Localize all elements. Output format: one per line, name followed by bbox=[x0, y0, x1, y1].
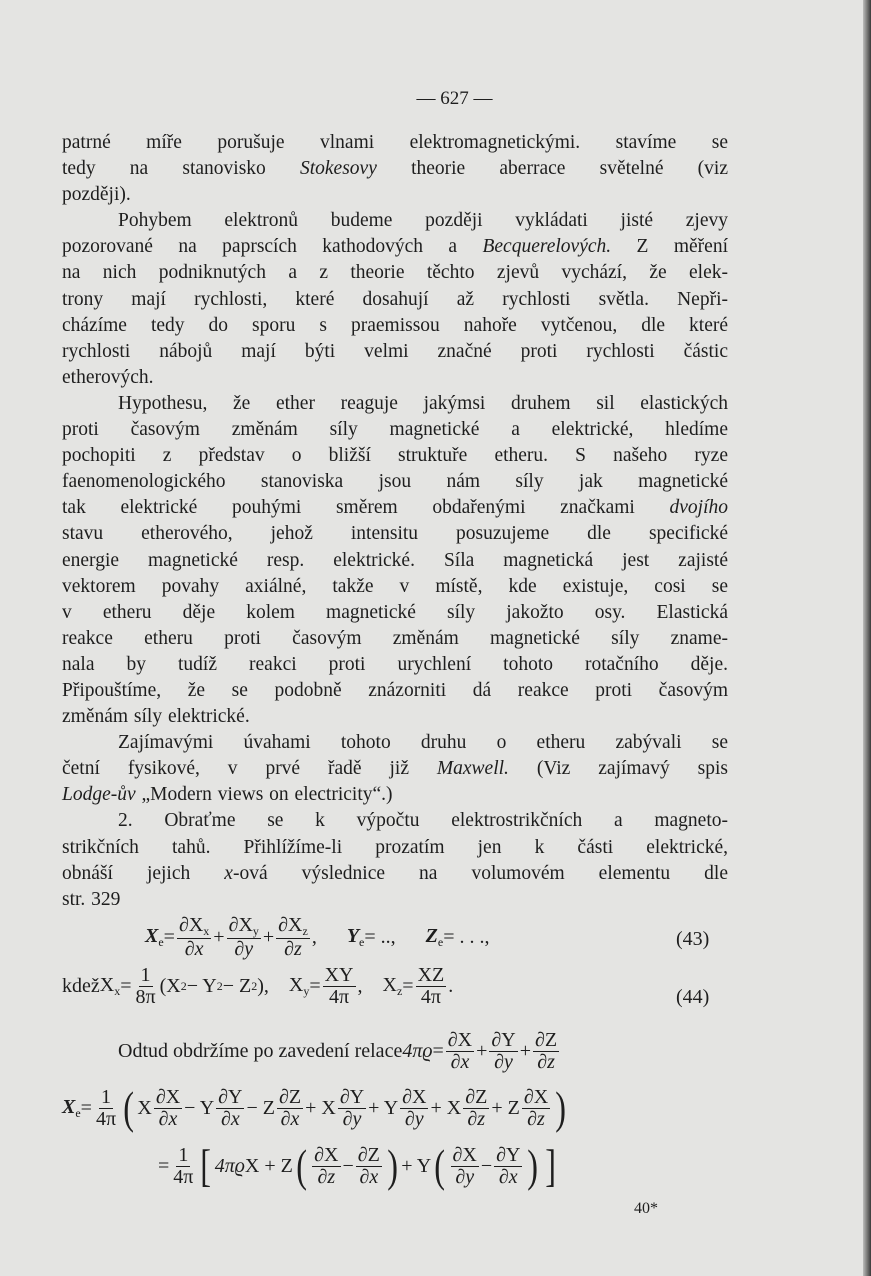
superscript: 2 bbox=[180, 979, 187, 993]
math-text: . bbox=[448, 975, 454, 997]
text-line bbox=[62, 495, 728, 521]
fraction bbox=[171, 1145, 195, 1188]
text-line bbox=[62, 730, 728, 756]
page-edge-shadow bbox=[863, 0, 871, 1276]
math-symbol: ∂y bbox=[404, 1107, 424, 1130]
math-text: − bbox=[342, 1154, 354, 1177]
denominator bbox=[157, 1109, 180, 1130]
math-text: ∂X bbox=[155, 1085, 181, 1108]
math-text: XZ bbox=[417, 964, 445, 986]
italic-name: Lodge-ův bbox=[62, 784, 136, 806]
fraction bbox=[277, 1087, 303, 1130]
numerator bbox=[177, 915, 211, 939]
numerator bbox=[312, 1145, 340, 1167]
fraction bbox=[451, 1145, 479, 1188]
math-text: ), bbox=[257, 975, 269, 997]
denominator bbox=[219, 1109, 242, 1130]
text-segment: v etheru děje kolem magnetické síly jakožto osy. Elastická bbox=[62, 601, 728, 623]
math-term bbox=[537, 1051, 555, 1073]
math-term bbox=[145, 925, 164, 950]
math-text: XY bbox=[324, 964, 354, 986]
math-symbol: ∂z bbox=[467, 1107, 486, 1130]
text-segment: str. 329 bbox=[62, 888, 121, 910]
text-line bbox=[62, 574, 728, 600]
math-symbol: ∂x bbox=[280, 1107, 300, 1130]
text-line bbox=[62, 443, 728, 469]
math-term bbox=[318, 1166, 336, 1188]
math-term bbox=[347, 925, 365, 950]
math-term bbox=[343, 1108, 362, 1130]
math-text: 4π bbox=[420, 986, 441, 1008]
math-text: 1 bbox=[178, 1143, 189, 1166]
text-line bbox=[62, 600, 728, 626]
math-text: + bbox=[262, 925, 275, 948]
math-term bbox=[494, 1051, 513, 1073]
text-segment: pozorované na paprscích kathodových a bbox=[62, 236, 483, 258]
math-symbol: 4πϱ bbox=[402, 1040, 433, 1062]
fraction bbox=[323, 965, 356, 1008]
math-text: 4π bbox=[173, 1165, 194, 1188]
text-line bbox=[62, 208, 728, 234]
math-text: − Y bbox=[186, 975, 217, 997]
italic-name: Maxwell. bbox=[436, 758, 509, 780]
fraction bbox=[489, 1030, 517, 1073]
body-text bbox=[62, 130, 728, 913]
text-segment: nala by tudíž reakci proti urychlení tohoto rotačního děje. bbox=[62, 653, 728, 675]
math-symbol: ∂y bbox=[234, 937, 254, 960]
math-text: + X bbox=[305, 1096, 336, 1119]
math-term bbox=[289, 974, 309, 999]
math-text: − Y bbox=[184, 1096, 215, 1119]
math-symbol: X bbox=[145, 924, 159, 947]
text-segment: Hypothesu, že ether reaguje jakýmsi druhem sil elastických bbox=[118, 392, 728, 414]
math-term bbox=[159, 1108, 178, 1130]
math-symbol: 4πϱ bbox=[214, 1154, 245, 1177]
math-text: ∂X bbox=[452, 1143, 477, 1166]
equation-number-44: (44) bbox=[676, 986, 710, 1008]
math-text: + bbox=[213, 925, 225, 948]
math-symbol: X bbox=[62, 1095, 76, 1118]
math-symbol: ∂x bbox=[158, 1107, 178, 1130]
text-segment: cházíme tedy do sporu s praemissou nahoře vytčenou, dle které bbox=[62, 314, 728, 336]
text-segment: etherových. bbox=[62, 366, 154, 388]
math-text: X + Z bbox=[244, 1154, 293, 1177]
text-line bbox=[62, 234, 728, 260]
numerator bbox=[522, 1087, 550, 1109]
math-term bbox=[179, 914, 209, 936]
denominator bbox=[453, 1167, 476, 1188]
math-text: = . . ., bbox=[443, 925, 490, 948]
fraction bbox=[216, 1087, 244, 1130]
bracket: ( bbox=[296, 1140, 307, 1191]
text-segment: patrné míře porušuje vlnami elektromagnetickými. stavíme se bbox=[62, 132, 728, 153]
bracket: ( bbox=[123, 1082, 135, 1133]
denominator bbox=[171, 1167, 195, 1188]
numerator bbox=[451, 1145, 479, 1167]
italic-name: Stokesovy bbox=[299, 158, 377, 180]
text-segment: na nich podniknutých a z theorie těchto zjevů vychází, že elek- bbox=[62, 262, 728, 284]
math-symbol: ∂z bbox=[284, 937, 302, 960]
fraction bbox=[94, 1087, 118, 1130]
fraction bbox=[400, 1087, 428, 1130]
fraction bbox=[463, 1087, 489, 1130]
math-symbol: ∂z bbox=[527, 1107, 545, 1130]
superscript: 2 bbox=[216, 979, 223, 993]
math-symbol: ∂x bbox=[220, 1107, 240, 1130]
numerator bbox=[416, 965, 447, 987]
text-segment: energie magnetické resp. elektrické. Síla magnetická jest zajisté bbox=[62, 549, 728, 571]
subscript: y bbox=[303, 984, 310, 998]
text-line bbox=[62, 782, 728, 808]
math-text: ∂Y bbox=[491, 1029, 516, 1051]
math-text: ∂Y bbox=[218, 1085, 243, 1108]
math-text: = bbox=[402, 975, 414, 997]
math-text: ∂Z bbox=[465, 1085, 488, 1108]
text-line bbox=[62, 808, 728, 834]
numerator bbox=[494, 1145, 522, 1167]
text-line bbox=[62, 861, 728, 887]
bracket: ] bbox=[545, 1140, 556, 1191]
equation-relation bbox=[118, 1030, 561, 1073]
text-segment: změnám síly elektrické. bbox=[62, 706, 250, 728]
math-text: ∂Z bbox=[535, 1029, 558, 1051]
fraction bbox=[312, 1145, 340, 1188]
math-term bbox=[221, 1108, 240, 1130]
text-line bbox=[62, 652, 728, 678]
math-symbol: Z bbox=[425, 924, 438, 947]
math-term bbox=[383, 974, 403, 999]
text-segment: proti časovým změnám síly magnetické a elektrické, hledíme bbox=[62, 419, 728, 441]
subscript: e bbox=[359, 934, 365, 949]
text-segment: četní fysikové, v prvé řadě již bbox=[62, 758, 437, 780]
math-text: + bbox=[519, 1040, 531, 1062]
math-symbol: Y bbox=[346, 924, 360, 947]
text-line bbox=[62, 469, 728, 495]
fraction bbox=[154, 1087, 182, 1130]
text-segment: stavu etherového, jehož intensitu posuzujeme dle specifické bbox=[62, 523, 728, 545]
numerator bbox=[463, 1087, 489, 1109]
math-term bbox=[527, 1108, 545, 1130]
math-symbol: ∂x bbox=[450, 1051, 470, 1073]
math-text: + Z bbox=[491, 1096, 520, 1119]
numerator bbox=[176, 1145, 190, 1167]
numerator bbox=[277, 1087, 303, 1109]
text-line bbox=[62, 339, 728, 365]
fraction bbox=[356, 1145, 382, 1188]
math-symbol: X bbox=[382, 974, 397, 996]
text-segment: -ová výslednice na volumovém elementu dle bbox=[232, 862, 728, 884]
math-text: = bbox=[120, 975, 132, 997]
math-symbol: ∂z bbox=[537, 1051, 555, 1073]
math-text: + Y bbox=[368, 1096, 399, 1119]
math-text: ∂Z bbox=[357, 1143, 380, 1166]
text-segment: reakce etheru proti časovým změnám magnetické síly zname- bbox=[62, 627, 728, 649]
text-segment: později). bbox=[62, 184, 131, 206]
denominator bbox=[403, 1109, 426, 1130]
equation-number-43: (43) bbox=[676, 928, 710, 950]
equation-xe-expansion bbox=[62, 1082, 569, 1133]
text-line bbox=[62, 887, 728, 913]
text-segment: „Modern views on electricity“.) bbox=[135, 784, 393, 806]
subscript: x bbox=[203, 924, 210, 938]
numerator bbox=[154, 1087, 182, 1109]
text-segment: 2. Obraťme se k výpočtu elektrostrikčních a magneto- bbox=[118, 810, 728, 832]
equation-43 bbox=[145, 915, 489, 960]
signature-mark: 40* bbox=[634, 1200, 658, 1217]
page-number: — 627 — bbox=[416, 88, 493, 109]
text-segment: tak elektrické pouhými směrem obdařenými značkami bbox=[62, 497, 670, 519]
text-line bbox=[62, 756, 728, 782]
math-text: − Z bbox=[246, 1096, 275, 1119]
text-line bbox=[62, 835, 728, 861]
text-line bbox=[62, 156, 728, 182]
math-symbol: ∂X bbox=[228, 914, 253, 936]
text-segment: trony mají rychlosti, které dosahují až rychlosti světla. Nepři- bbox=[62, 288, 728, 310]
math-term bbox=[234, 938, 253, 960]
numerator bbox=[356, 1145, 382, 1167]
math-term bbox=[229, 914, 259, 936]
text-segment: Z měření bbox=[611, 236, 728, 258]
fraction bbox=[494, 1145, 522, 1188]
text-segment: pochopiti z představ o bližší struktuře etheru. S našeho ryze bbox=[62, 445, 728, 467]
numerator bbox=[323, 965, 356, 987]
math-text: + X bbox=[430, 1096, 462, 1119]
text-segment: tedy na stanovisko bbox=[62, 158, 300, 180]
text-line bbox=[62, 260, 728, 286]
math-symbol: ∂x bbox=[498, 1165, 518, 1188]
math-term bbox=[185, 938, 204, 960]
numerator bbox=[139, 965, 153, 987]
equation-xe-result bbox=[158, 1140, 559, 1191]
text-line bbox=[62, 521, 728, 547]
text-segment: obnáší jejich bbox=[62, 862, 225, 884]
subscript: z bbox=[396, 984, 403, 998]
denominator bbox=[279, 1109, 302, 1130]
math-symbol: ∂X bbox=[278, 914, 303, 936]
math-symbol: ∂y bbox=[342, 1107, 362, 1130]
text-segment: (Viz zajímavý spis bbox=[508, 758, 728, 780]
subscript: x bbox=[114, 984, 121, 998]
denominator bbox=[341, 1109, 364, 1130]
math-text: ∂X bbox=[447, 1029, 473, 1051]
fraction bbox=[446, 1030, 474, 1073]
math-text: = bbox=[309, 975, 321, 997]
numerator bbox=[227, 915, 261, 939]
text-segment: vektorem povahy axiálné, takže v místě, kde existuje, cosi se bbox=[62, 575, 728, 597]
numerator bbox=[400, 1087, 428, 1109]
text-segment: rychlosti nábojů mají býti velmi značné proti rychlosti částic bbox=[62, 340, 728, 362]
numerator bbox=[276, 915, 310, 939]
italic-name: dvojího bbox=[669, 497, 728, 519]
text-segment: Připouštíme, že se podobně znázorniti dá reakce proti časovým bbox=[62, 679, 728, 701]
numerator bbox=[489, 1030, 517, 1052]
math-text: = bbox=[432, 1040, 444, 1062]
math-term bbox=[405, 1108, 424, 1130]
math-symbol: ∂z bbox=[317, 1165, 336, 1188]
math-text: (X bbox=[159, 975, 181, 997]
denominator bbox=[492, 1052, 515, 1073]
math-term bbox=[467, 1108, 485, 1130]
math-text: + Y bbox=[401, 1154, 432, 1177]
math-text: ∂X bbox=[402, 1085, 427, 1108]
math-symbol: ∂y bbox=[455, 1165, 475, 1188]
denominator bbox=[419, 987, 443, 1008]
math-term bbox=[100, 974, 120, 999]
math-symbol: ∂y bbox=[494, 1051, 513, 1073]
math-term bbox=[215, 1155, 245, 1178]
denominator bbox=[94, 1109, 118, 1130]
math-text: − Z bbox=[222, 975, 252, 997]
math-text: kdež bbox=[62, 975, 100, 997]
denominator bbox=[449, 1052, 472, 1073]
subscript: z bbox=[302, 924, 308, 938]
math-term bbox=[426, 925, 444, 950]
denominator bbox=[327, 987, 351, 1008]
math-text: ∂Z bbox=[278, 1085, 302, 1108]
math-symbol: ∂x bbox=[359, 1165, 379, 1188]
denominator bbox=[357, 1167, 380, 1188]
text-line bbox=[62, 704, 728, 730]
text-line bbox=[62, 182, 728, 208]
math-text: = bbox=[163, 925, 175, 948]
numerator bbox=[446, 1030, 474, 1052]
denominator bbox=[525, 1109, 547, 1130]
denominator bbox=[282, 939, 304, 960]
fraction bbox=[276, 915, 310, 960]
text-segment: Zajímavými úvahami tohoto druhu o etheru zabývali se bbox=[118, 732, 728, 754]
math-text: 1 bbox=[140, 964, 151, 986]
italic-name: x bbox=[224, 862, 233, 884]
denominator bbox=[134, 987, 158, 1008]
bracket: ) bbox=[555, 1082, 567, 1133]
math-text: ∂X bbox=[523, 1085, 549, 1108]
fraction bbox=[227, 915, 261, 960]
math-symbol: X bbox=[99, 974, 115, 996]
denominator bbox=[183, 939, 206, 960]
math-text: 4π bbox=[95, 1107, 117, 1130]
text-segment: strikčních tahů. Přihlížíme-li prozatím jen k části elektrické, bbox=[62, 836, 728, 858]
math-term bbox=[455, 1166, 474, 1188]
math-text: 4π bbox=[329, 986, 350, 1008]
fraction bbox=[416, 965, 447, 1008]
numerator bbox=[99, 1087, 113, 1109]
math-text: − bbox=[480, 1154, 493, 1177]
text-line bbox=[62, 365, 728, 391]
text-segment: faenomenologického stanoviska jsou nám síly jak magnetické bbox=[62, 471, 728, 493]
text-segment: theorie aberrace světelné (viz bbox=[376, 158, 729, 180]
fraction bbox=[177, 915, 211, 960]
numerator bbox=[533, 1030, 559, 1052]
bracket: [ bbox=[200, 1140, 212, 1191]
math-text: , bbox=[357, 975, 363, 997]
subscript: e bbox=[75, 1105, 81, 1120]
math-symbol: ∂x bbox=[184, 937, 204, 960]
fraction bbox=[522, 1087, 550, 1130]
math-text: = bbox=[158, 1154, 170, 1177]
text-line bbox=[62, 313, 728, 339]
numerator bbox=[338, 1087, 366, 1109]
bracket: ) bbox=[527, 1140, 539, 1191]
italic-name: Becquerelových. bbox=[482, 236, 612, 258]
text-line bbox=[62, 626, 728, 652]
denominator bbox=[465, 1109, 487, 1130]
math-text: 8π bbox=[135, 986, 156, 1008]
text-line bbox=[62, 417, 728, 443]
math-term bbox=[62, 1096, 81, 1121]
text-line bbox=[62, 130, 728, 156]
denominator bbox=[497, 1167, 520, 1188]
math-term bbox=[499, 1166, 518, 1188]
bracket: ( bbox=[434, 1140, 446, 1191]
math-symbol: X bbox=[288, 974, 304, 996]
bracket: ) bbox=[387, 1140, 398, 1191]
subscript: y bbox=[252, 924, 259, 938]
math-text: 1 bbox=[101, 1085, 111, 1108]
denominator bbox=[316, 1167, 338, 1188]
text-line bbox=[62, 391, 728, 417]
math-term bbox=[278, 914, 308, 936]
math-text: ∂X bbox=[314, 1143, 339, 1166]
superscript: 2 bbox=[251, 979, 258, 993]
math-symbol: ∂X bbox=[178, 914, 204, 936]
subscript: e bbox=[158, 934, 164, 949]
fraction bbox=[338, 1087, 366, 1130]
math-term bbox=[359, 1166, 378, 1188]
subscript: e bbox=[437, 934, 444, 949]
math-term bbox=[451, 1051, 470, 1073]
math-term bbox=[281, 1108, 300, 1130]
math-text: = .., bbox=[364, 925, 396, 948]
denominator bbox=[535, 1052, 557, 1073]
equation-44 bbox=[62, 965, 453, 1008]
math-text: X bbox=[137, 1096, 152, 1119]
fraction bbox=[533, 1030, 559, 1073]
numerator bbox=[216, 1087, 244, 1109]
text-segment: Pohybem elektronů budeme později vykládati jisté zjevy bbox=[118, 210, 728, 232]
text-line bbox=[62, 678, 728, 704]
fraction bbox=[134, 965, 158, 1008]
math-text: , bbox=[311, 925, 317, 948]
text-line bbox=[62, 548, 728, 574]
math-text: + bbox=[476, 1040, 488, 1062]
math-text: = bbox=[80, 1096, 92, 1119]
math-text: ∂Y bbox=[496, 1143, 521, 1166]
math-term bbox=[284, 938, 302, 960]
math-text: Odtud obdržíme po zavedení relace bbox=[118, 1040, 403, 1062]
math-term bbox=[402, 1040, 432, 1063]
text-line bbox=[62, 287, 728, 313]
denominator bbox=[232, 939, 255, 960]
math-text: ∂Y bbox=[339, 1085, 365, 1108]
